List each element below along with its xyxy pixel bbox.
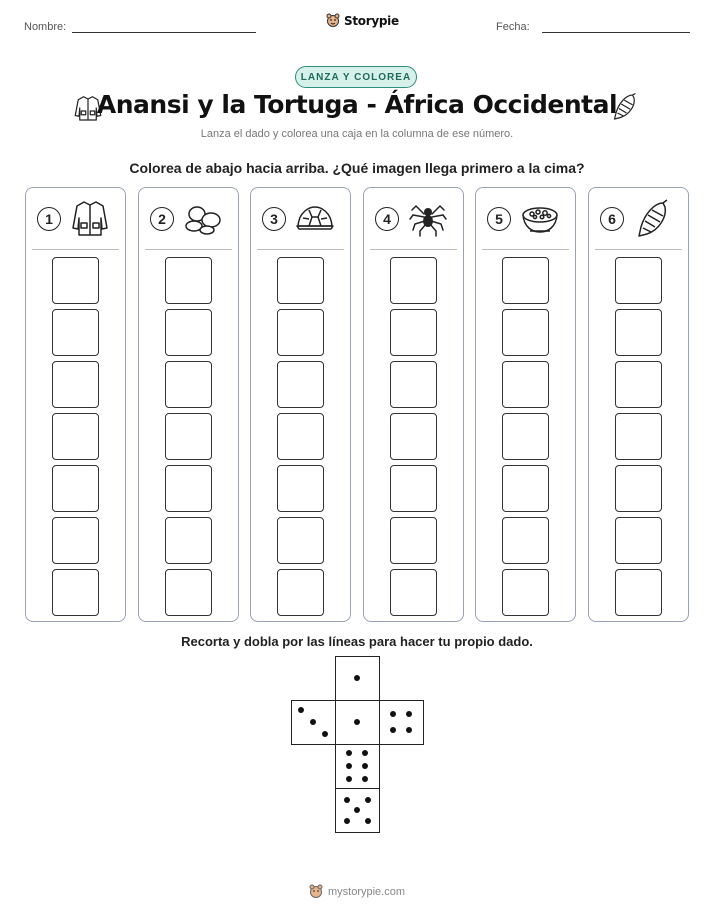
- column-number: 5: [487, 207, 511, 231]
- footer: [309, 884, 405, 900]
- column-1: [25, 187, 126, 622]
- date-line[interactable]: [542, 32, 690, 33]
- color-box[interactable]: [165, 517, 212, 564]
- color-box[interactable]: [502, 361, 549, 408]
- storypie-mascot-icon: [326, 13, 340, 29]
- color-box[interactable]: [502, 309, 549, 356]
- brand-logo: [326, 13, 399, 29]
- color-box[interactable]: [52, 465, 99, 512]
- activity-badge: LANZA Y COLOREA: [295, 66, 417, 88]
- column-number: 1: [37, 207, 61, 231]
- die-pip: [390, 711, 396, 717]
- column-divider: [257, 249, 344, 250]
- color-box[interactable]: [615, 361, 662, 408]
- die-pip: [346, 763, 352, 769]
- pinecone-icon: [633, 198, 673, 238]
- die-pip: [365, 797, 371, 803]
- color-box[interactable]: [277, 413, 324, 460]
- die-pip: [344, 797, 350, 803]
- color-box[interactable]: [165, 257, 212, 304]
- column-2: [138, 187, 239, 622]
- color-box[interactable]: [390, 569, 437, 616]
- color-box[interactable]: [165, 361, 212, 408]
- color-box[interactable]: [165, 413, 212, 460]
- storypie-mascot-icon: [309, 884, 323, 900]
- die-pip: [406, 727, 412, 733]
- column-divider: [370, 249, 457, 250]
- die-pip: [344, 818, 350, 824]
- color-box[interactable]: [277, 309, 324, 356]
- color-box[interactable]: [52, 309, 99, 356]
- color-box[interactable]: [277, 569, 324, 616]
- color-box[interactable]: [615, 413, 662, 460]
- column-number: 4: [375, 207, 399, 231]
- name-line[interactable]: [72, 32, 256, 33]
- color-box[interactable]: [390, 309, 437, 356]
- name-label: Nombre:: [24, 21, 67, 33]
- column-3: [250, 187, 351, 622]
- color-box[interactable]: [502, 569, 549, 616]
- column-6: [588, 187, 689, 622]
- color-box[interactable]: [165, 569, 212, 616]
- die-face[interactable]: [335, 788, 380, 833]
- color-box[interactable]: [52, 413, 99, 460]
- page-title: Anansi y la Tortuga - África Occidental: [96, 90, 618, 119]
- die-pip: [354, 807, 360, 813]
- die-pip: [310, 719, 316, 725]
- color-box[interactable]: [502, 517, 549, 564]
- column-divider: [595, 249, 682, 250]
- column-4: [363, 187, 464, 622]
- color-box[interactable]: [390, 361, 437, 408]
- color-box[interactable]: [277, 465, 324, 512]
- column-divider: [482, 249, 569, 250]
- color-box[interactable]: [502, 465, 549, 512]
- pinecone-icon: [610, 91, 640, 123]
- die-pip: [362, 776, 368, 782]
- brand-name: Storypie: [344, 14, 399, 28]
- color-box[interactable]: [615, 309, 662, 356]
- page-subtitle: Lanza el dado y colorea una caja en la columna de ese número.: [200, 128, 514, 140]
- die-pip: [322, 731, 328, 737]
- color-box[interactable]: [165, 309, 212, 356]
- color-box[interactable]: [615, 465, 662, 512]
- color-box[interactable]: [615, 257, 662, 304]
- color-box[interactable]: [52, 517, 99, 564]
- game-instruction: Colorea de abajo hacia arriba. ¿Qué imagen llega primero a la cima?: [129, 160, 585, 176]
- cut-instruction: Recorta y dobla por las líneas para hacer tu propio dado.: [181, 634, 533, 649]
- color-box[interactable]: [615, 517, 662, 564]
- die-pip: [346, 776, 352, 782]
- column-number: 6: [600, 207, 624, 231]
- die-face[interactable]: [291, 700, 336, 745]
- color-box[interactable]: [165, 465, 212, 512]
- color-box[interactable]: [390, 465, 437, 512]
- color-box[interactable]: [502, 413, 549, 460]
- color-box[interactable]: [615, 569, 662, 616]
- date-label: Fecha:: [496, 21, 530, 33]
- die-face[interactable]: [379, 700, 424, 745]
- color-box[interactable]: [52, 361, 99, 408]
- column-divider: [145, 249, 232, 250]
- die-pip: [365, 818, 371, 824]
- die-pip: [362, 750, 368, 756]
- color-box[interactable]: [390, 517, 437, 564]
- color-box[interactable]: [52, 569, 99, 616]
- stones-icon: [183, 198, 223, 238]
- color-box[interactable]: [390, 257, 437, 304]
- die-pip: [390, 727, 396, 733]
- column-5: [475, 187, 576, 622]
- color-box[interactable]: [390, 413, 437, 460]
- die-face[interactable]: [335, 656, 380, 701]
- column-number: 3: [262, 207, 286, 231]
- die-pip: [298, 707, 304, 713]
- die-face[interactable]: [335, 744, 380, 789]
- column-number: 2: [150, 207, 174, 231]
- die-pip: [346, 750, 352, 756]
- color-box[interactable]: [277, 517, 324, 564]
- tortoise-shell-icon: [295, 198, 335, 238]
- jacket-icon: [70, 198, 110, 238]
- spider-icon: [408, 198, 448, 238]
- color-box[interactable]: [277, 257, 324, 304]
- color-box[interactable]: [502, 257, 549, 304]
- die-pip: [406, 711, 412, 717]
- footer-url[interactable]: mystorypie.com: [328, 886, 406, 898]
- die-pip: [354, 675, 360, 681]
- color-box[interactable]: [277, 361, 324, 408]
- color-box[interactable]: [52, 257, 99, 304]
- die-pip: [362, 763, 368, 769]
- stew-bowl-icon: [520, 198, 560, 238]
- die-face[interactable]: [335, 700, 380, 745]
- die-pip: [354, 719, 360, 725]
- column-divider: [32, 249, 119, 250]
